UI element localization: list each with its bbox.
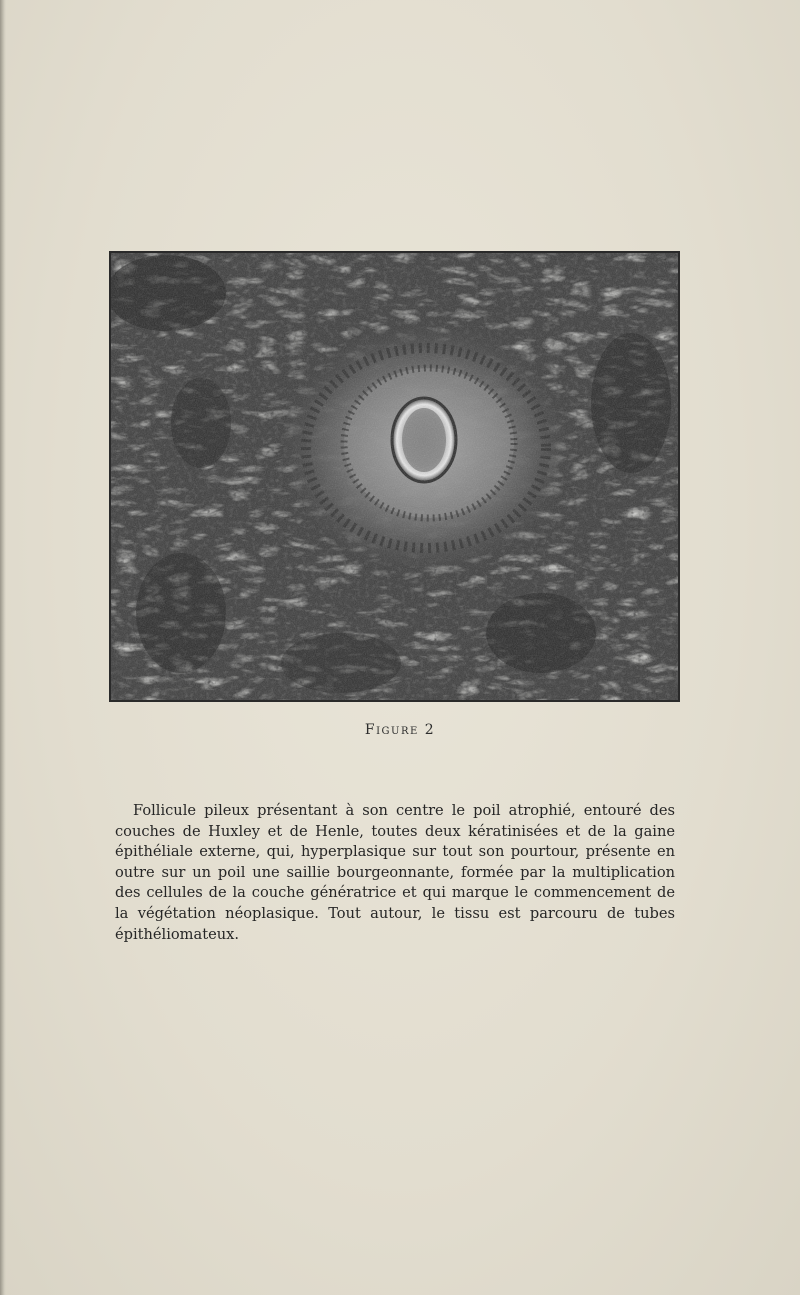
histology-micrograph-icon xyxy=(111,253,678,700)
page-binding-edge xyxy=(0,0,6,1295)
figure-caption: Figure 2 xyxy=(364,722,436,738)
figure-plate xyxy=(109,251,680,702)
figure-description: Follicule pileux présentant à son centre le poil atrophié, entouré des couches de Huxley et de Henle, toutes deux kératinisées et de la gaine épithéliale externe, qui, hyperplasique sur tout son pourtour, présente en outre sur un poil une saillie bourgeonnante, formée par la multiplication des cellules de la couche génératrice et qui marque le commencement de la végétation néoplasique. Tout autour, le tissu est parcouru de tubes épithéliomateux. xyxy=(115,802,675,943)
